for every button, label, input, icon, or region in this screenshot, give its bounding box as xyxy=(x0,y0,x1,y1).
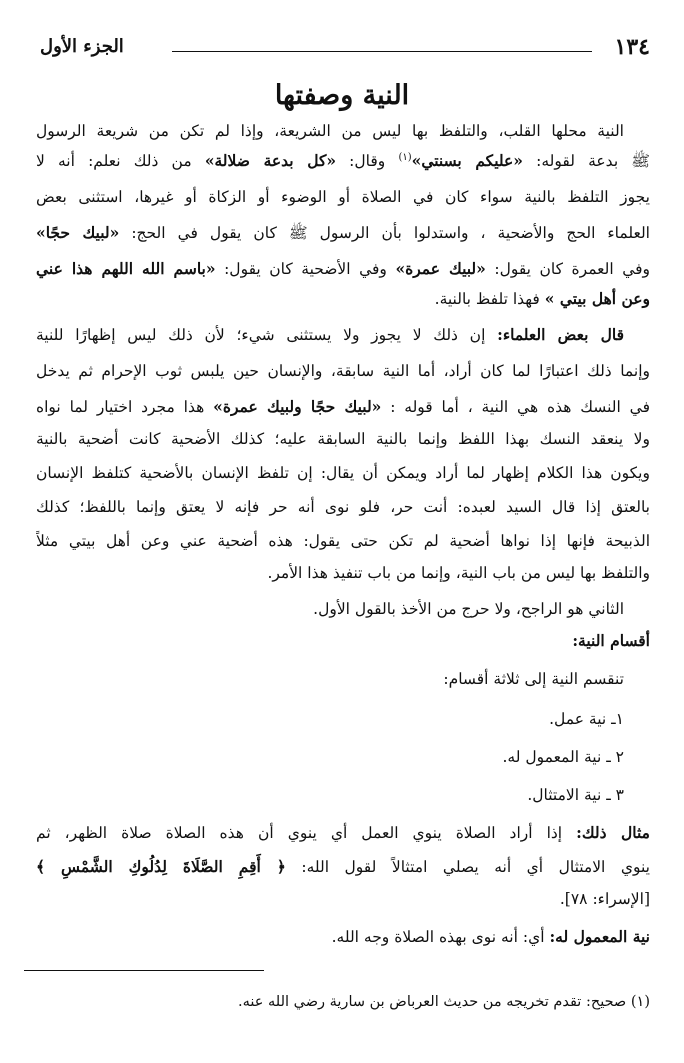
text-line: الثاني هو الراجح، ولا حرج من الأخذ بالقول الأول. xyxy=(313,600,624,618)
footnote-ref: (١) xyxy=(398,151,412,163)
list-item: ٣ ـ نية الامتثال. xyxy=(527,786,624,804)
text-line: [الإسراء: ٧٨]. xyxy=(559,890,650,908)
text-line: ويكون هذا الكلام إظهار لما أراد ويمكن أن يقال: إن تلفظ الإنسان بالأضحية كتلفظ الإنسان xyxy=(36,464,650,482)
part-title: الجزء الأول xyxy=(40,36,124,57)
section-title: النية وصفتها xyxy=(274,80,410,111)
text-line: والتلفظ بها ليس من باب النية، وإنما من باب تنفيذ هذا الأمر. xyxy=(267,564,650,582)
text-line: ولا ينعقد النسك بهذا اللفظ وإنما بالنية السابقة عليه؛ كذلك الأضحية كانت أضحية بالنية xyxy=(36,430,650,448)
text-line: الذبيحة فإنها إذا نواها أضحية لم تكن حتى يقول: هذه أضحية عني وعن أهل بيتي مثلاً xyxy=(36,532,650,550)
text-line: وفي العمرة كان يقول: «لبيك عمرة» وفي الأضحية كان يقول: «باسم الله اللهم هذا عني xyxy=(36,259,650,278)
text-line: وعن أهل بيتي » فهذا تلفظ بالنية. xyxy=(434,289,650,308)
text-line: قال بعض العلماء: إن ذلك لا يجوز ولا يستثنى شيء؛ لأن ذلك ليس إظهارًا للنية xyxy=(36,325,624,344)
text-line: وإنما ذلك اعتبارًا لما كان أراد، أما النية سابقة، والإنسان حين يلبس ثوب الإحرام ثم يدخل xyxy=(36,362,650,380)
footnote xyxy=(36,990,650,1014)
page-number: ١٣٤ xyxy=(614,34,650,60)
text-line: نية المعمول له: أي: أنه نوى بهذه الصلاة وجه الله. xyxy=(331,927,650,946)
page-header xyxy=(40,34,650,68)
header-rule xyxy=(172,51,592,52)
text-line: يجوز التلفظ بالنية سواء كان في الصلاة أو الوضوء أو الزكاة أو غيرها، استثنى بعض xyxy=(36,188,650,206)
text-line: ينوي الامتثال أي أنه يصلي امتثالاً لقول الله: ﴿ أَقِمِ الصَّلَاةَ لِدُلُوكِ الشَّمْسِ ﴾ xyxy=(36,857,650,876)
footnote-rule xyxy=(24,970,264,971)
list-item: ٢ ـ نية المعمول له. xyxy=(502,748,624,766)
footnote-text: صحيح: تقدم تخريجه من حديث العرباض بن سارية رضي الله عنه. xyxy=(237,994,627,1010)
text-line: مثال ذلك: إذا أراد الصلاة ينوي العمل أي ينوي أن هذه الصلاة صلاة الظهر، ثم xyxy=(36,823,650,842)
text-line: ﷺ بدعة لقوله: «عليكم بسنتي»$^{(١)}$ وقال: «كل بدعة ضلالة» من ذلك نعلم: أنه لا xyxy=(36,151,650,170)
list-item: ١ـ نية عمل. xyxy=(549,710,624,728)
footnote-marker: (١) xyxy=(630,994,650,1010)
text-line: بالعتق إذا قال السيد لعبده: أنت حر، فلو نوى أنه حر فإنه لا يعتق وإنما باللفظ؛ كذلك xyxy=(36,498,650,516)
subheading: أقسام النية: xyxy=(572,631,650,650)
text-line: النية محلها القلب، والتلفظ بها ليس من الشريعة، وإذا لم تكن من شريعة الرسول xyxy=(36,122,624,140)
text-line: في النسك هذه هي النية ، أما قوله : «لبيك حجًا ولبيك عمرة» هذا مجرد اختيار لما نواه xyxy=(36,397,650,416)
text-line: تنقسم النية إلى ثلاثة أقسام: xyxy=(443,670,624,688)
text-line: العلماء الحج والأضحية ، واستدلوا بأن الرسول ﷺ كان يقول في الحج: «لبيك حجًا» xyxy=(36,223,650,242)
